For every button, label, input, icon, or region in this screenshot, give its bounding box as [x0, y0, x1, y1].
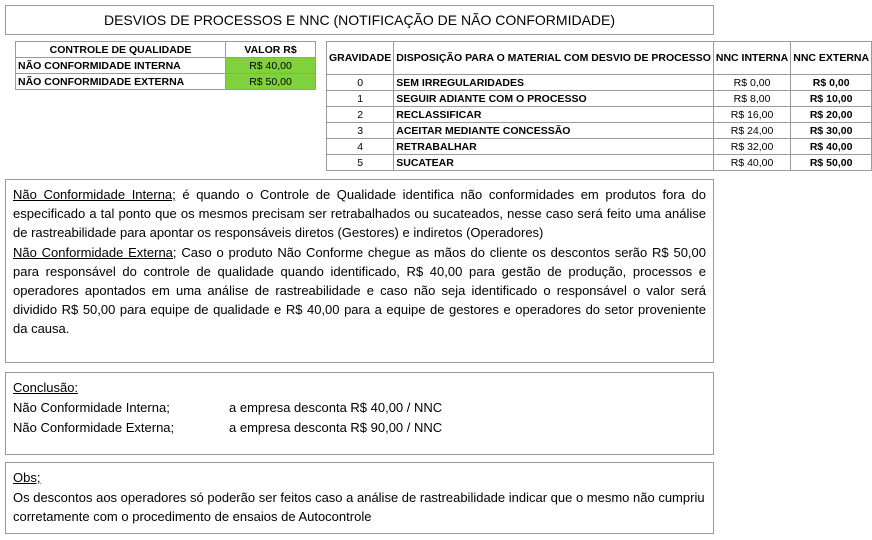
conclusion-row: [13, 418, 706, 438]
severity-table: [326, 41, 872, 171]
disposition-cell: ACEITAR MEDIANTE CONCESSÃO: [394, 123, 714, 139]
table-header-row: [327, 42, 872, 75]
external-label: Não Conformidade Externa;: [13, 244, 177, 260]
table-row: [327, 123, 872, 139]
header-cell: CONTROLE DE QUALIDADE: [16, 42, 226, 58]
row-label: NÃO CONFORMIDADE EXTERNA: [16, 74, 226, 90]
disposition-cell: SEGUIR ADIANTE COM O PROCESSO: [394, 91, 714, 107]
value-cell: R$ 50,00: [226, 74, 316, 90]
table-row: [327, 91, 872, 107]
internal-text: é quando o Controle de Qualidade identifica não conformidades em produtos fora do especificado a tal ponto que os mesmos precisam ser retrabalhados ou sucateados, nesse caso será feito uma análise de rastreabilidade para apontar os responsáveis diretos (Gestores) e indiretos (Operadores): [13, 187, 707, 241]
internal-definition: [13, 185, 706, 243]
table-row: [16, 58, 316, 74]
observation-heading: Obs;: [13, 470, 41, 485]
internal-value-cell: R$ 0,00: [713, 75, 790, 91]
disposition-cell: SUCATEAR: [394, 155, 714, 171]
table-row: [327, 155, 872, 171]
severity-cell: 5: [327, 155, 394, 171]
table-row: [16, 74, 316, 90]
observation-text: Os descontos aos operadores só poderão ser feitos caso a análise de rastreabilidade indicar que o mesmo não cumpriu corretamente com o procedimento de ensaios de Autocontrole: [13, 489, 705, 524]
severity-cell: 1: [327, 91, 394, 107]
internal-value-cell: R$ 8,00: [713, 91, 790, 107]
conclusion-heading: Conclusão:: [13, 380, 79, 395]
external-value-cell: R$ 10,00: [791, 91, 872, 107]
header-cell: NNC EXTERNA: [791, 42, 872, 75]
conclusion-value: a empresa desconta R$ 40,00 / NNC: [229, 400, 443, 415]
external-definition: [13, 243, 706, 339]
external-value-cell: R$ 30,00: [791, 123, 872, 139]
internal-value-cell: R$ 40,00: [713, 155, 790, 171]
external-value-cell: R$ 40,00: [791, 139, 872, 155]
document-title: DESVIOS DE PROCESSOS E NNC (NOTIFICAÇÃO DE NÃO CONFORMIDADE): [5, 5, 714, 35]
definitions-box: [5, 179, 714, 363]
internal-label: Não Conformidade Interna;: [13, 187, 176, 202]
conclusion-box: [5, 372, 714, 455]
quality-control-table: [15, 41, 316, 90]
severity-cell: 0: [327, 75, 394, 91]
external-value-cell: R$ 50,00: [791, 155, 872, 171]
conclusion-label: Não Conformidade Interna;: [13, 400, 170, 415]
conclusion-row: [13, 398, 706, 418]
external-value-cell: R$ 20,00: [791, 107, 872, 123]
disposition-cell: SEM IRREGULARIDADES: [394, 75, 714, 91]
conclusion-label: Não Conformidade Externa;: [13, 420, 175, 435]
observation-box: [5, 462, 714, 534]
internal-value-cell: R$ 16,00: [713, 107, 790, 123]
header-cell: VALOR R$: [226, 42, 316, 58]
internal-value-cell: R$ 24,00: [713, 123, 790, 139]
table-header-row: [16, 42, 316, 58]
conclusion-value: a empresa desconta R$ 90,00 / NNC: [229, 420, 443, 435]
severity-cell: 2: [327, 107, 394, 123]
header-cell: NNC INTERNA: [713, 42, 790, 75]
severity-cell: 3: [327, 123, 394, 139]
row-label: NÃO CONFORMIDADE INTERNA: [16, 58, 226, 74]
value-cell: R$ 40,00: [226, 58, 316, 74]
disposition-cell: RETRABALHAR: [394, 139, 714, 155]
header-cell: DISPOSIÇÃO PARA O MATERIAL COM DESVIO DE PROCESSO: [394, 42, 714, 75]
disposition-cell: RECLASSIFICAR: [394, 107, 714, 123]
internal-value-cell: R$ 32,00: [713, 139, 790, 155]
external-value-cell: R$ 0,00: [791, 75, 872, 91]
header-cell: GRAVIDADE: [327, 42, 394, 75]
severity-cell: 4: [327, 139, 394, 155]
table-row: [327, 139, 872, 155]
external-text: Caso o produto Não Conforme chegue as mãos do cliente os descontos serão R$ 50,00 para responsável do controle de qualidade quando identificado, R$ 40,00 para gestão de produção, processos e operadores apontados em uma análise de rastreabilidade e caso não seja identificado o responsável o valor será dividido R$ 50,00 para equipe de qualidade e R$ 40,00 para a equipe de gestores e operadores do setor proveniente da causa.: [13, 244, 706, 337]
table-row: [327, 75, 872, 91]
table-row: [327, 107, 872, 123]
